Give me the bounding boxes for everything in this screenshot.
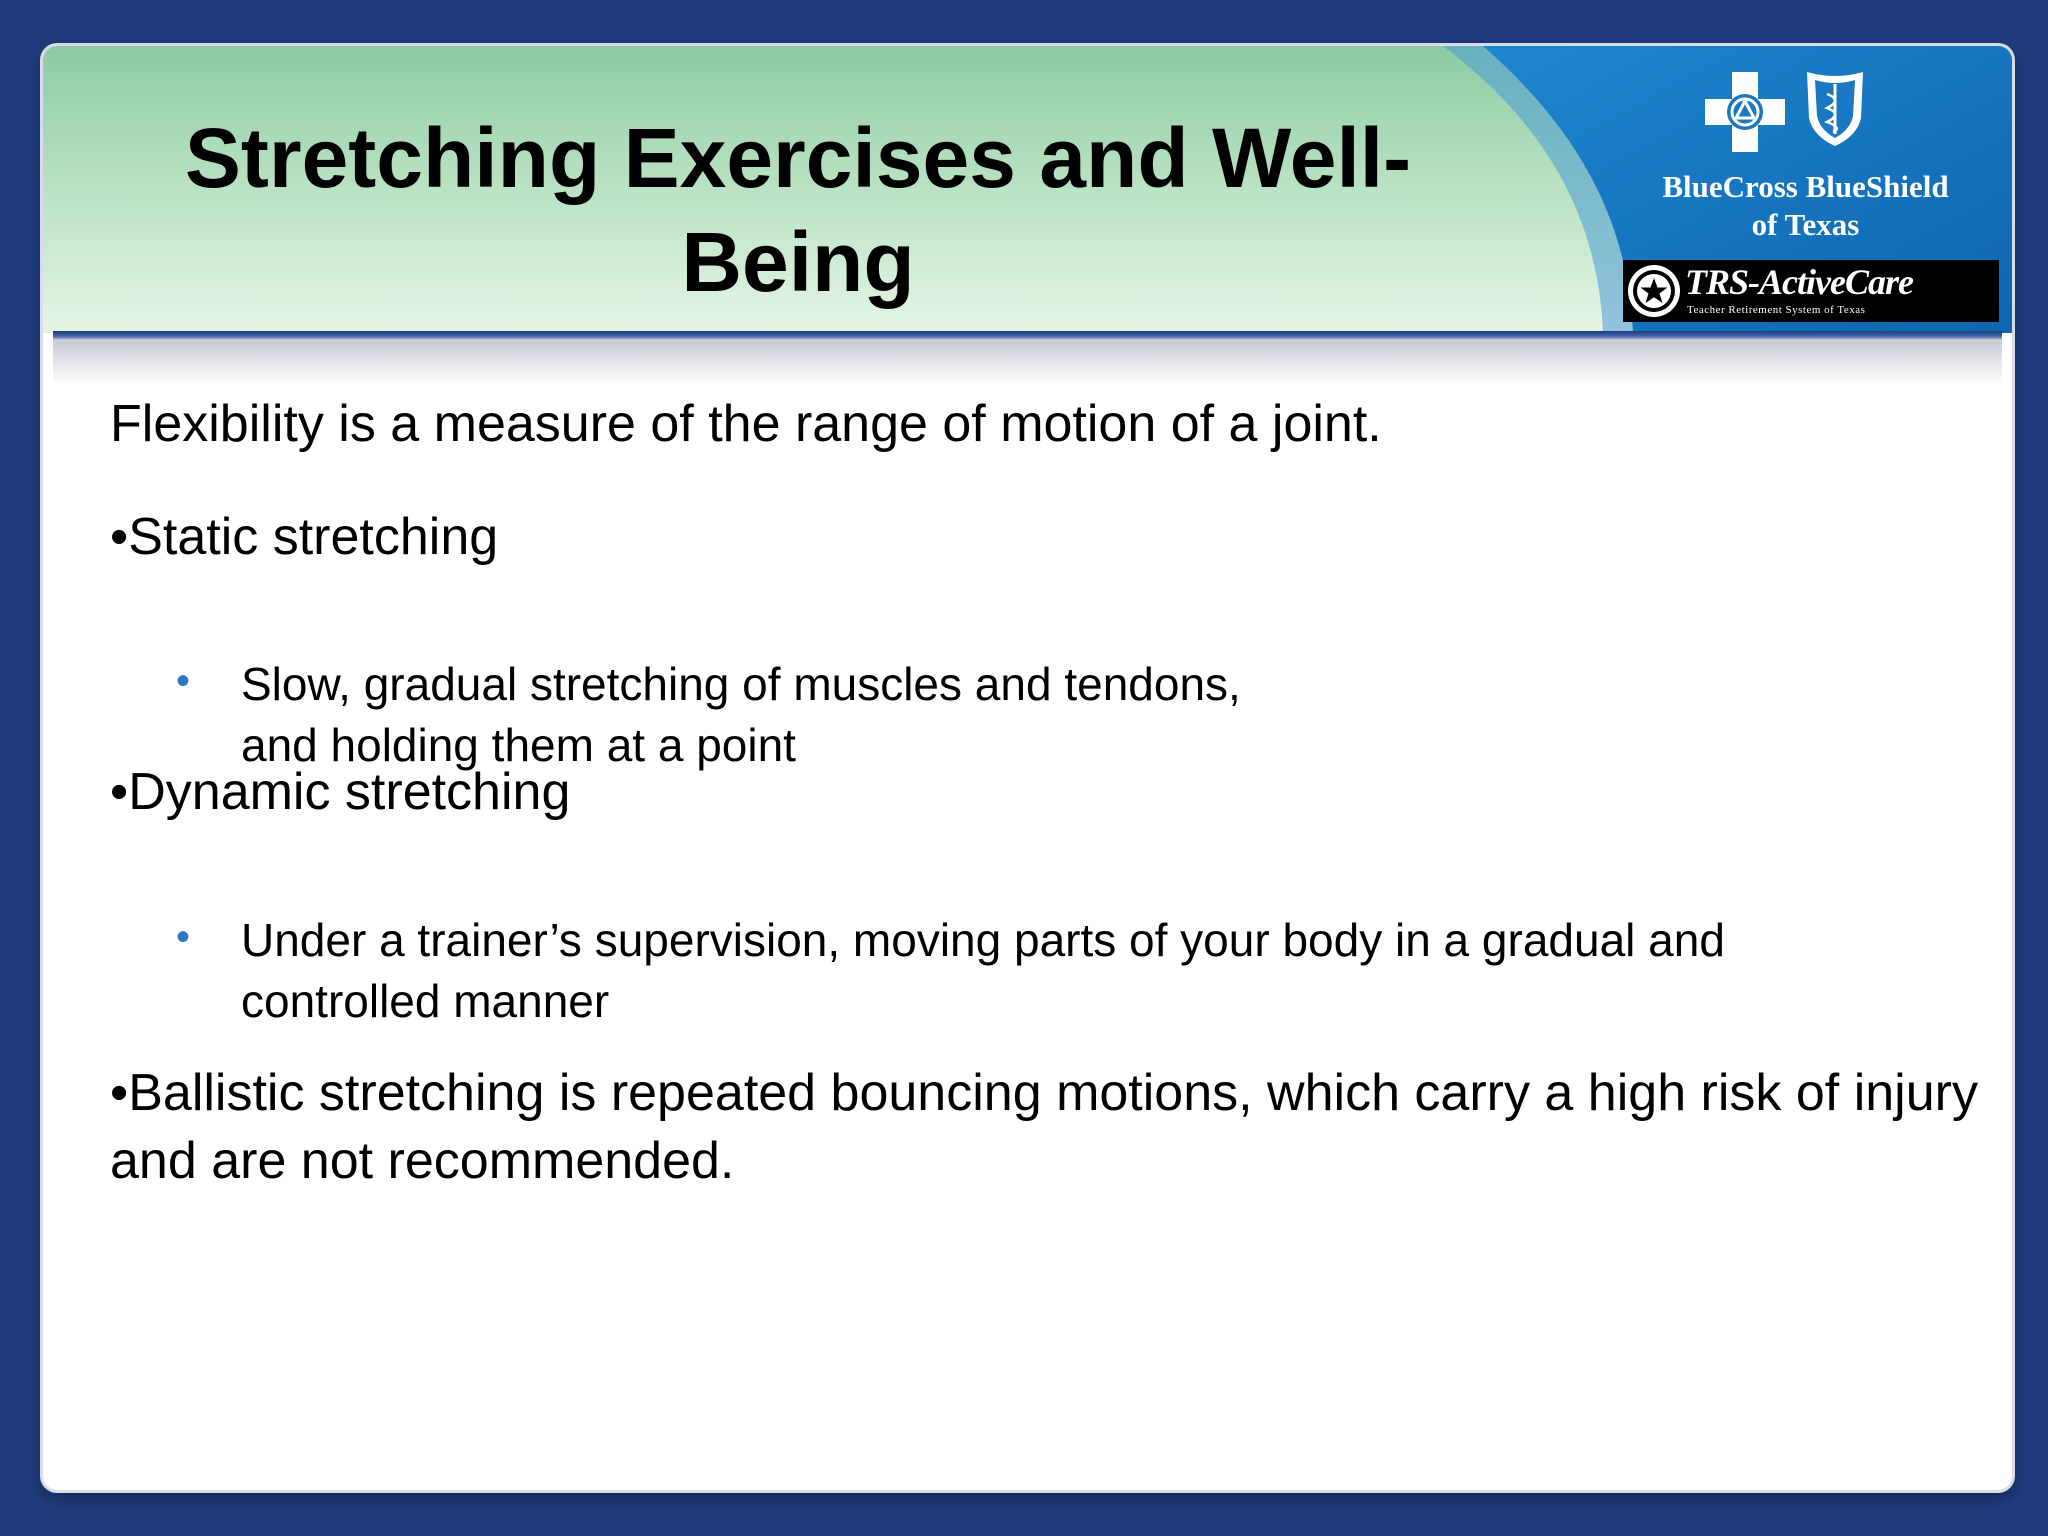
bullet-text: Ballistic stretching is repeated bouncing motions, which carry a high risk of injury and are not recommended. [110, 1064, 1978, 1190]
bcbs-state: of Texas [1751, 207, 1860, 242]
sub-bullet-dynamic-detail [176, 910, 2001, 1032]
bullet-text: Static stretching [128, 508, 499, 566]
bcbs-wordmark [1603, 168, 2008, 244]
slide [43, 46, 2012, 1490]
bullet-marker: • [110, 1064, 129, 1122]
blue-shield-icon [1803, 68, 1867, 150]
header-divider [53, 331, 2002, 339]
sub-bullet-marker: • [176, 915, 191, 959]
trs-name: TRS-ActiveCare [1685, 262, 1913, 302]
sub-bullet-text-line2: controlled manner [241, 975, 610, 1027]
intro-paragraph: Flexibility is a measure of the range of motion of a joint. [110, 395, 1382, 453]
sub-bullet-text-line1: Slow, gradual stretching of muscles and tendons, [241, 658, 1241, 710]
slide-title: Stretching Exercises and Well-Being [184, 111, 1412, 309]
sub-bullet-text-line2: and holding them at a point [241, 719, 796, 771]
bullet-text: Dynamic stretching [128, 763, 571, 821]
bullet-marker: • [110, 508, 129, 566]
blue-cross-icon [1705, 72, 1785, 152]
header-shadow [53, 339, 2002, 385]
bullet-static-stretching [110, 503, 498, 571]
texas-seal-icon [1625, 262, 1683, 320]
sub-bullet-text-line1: Under a trainer’s supervision, moving parts of your body in a gradual and [241, 914, 1725, 966]
slide-header [43, 46, 2012, 333]
bullet-ballistic-stretching [110, 1059, 2000, 1195]
trs-activecare-logo [1623, 260, 1999, 322]
sub-bullet-marker: • [176, 659, 191, 703]
bcbs-name: BlueCross BlueShield [1662, 169, 1949, 204]
bullet-marker: • [110, 763, 129, 821]
bullet-dynamic-stretching [110, 758, 570, 826]
trs-tagline: Teacher Retirement System of Texas [1687, 304, 1866, 316]
